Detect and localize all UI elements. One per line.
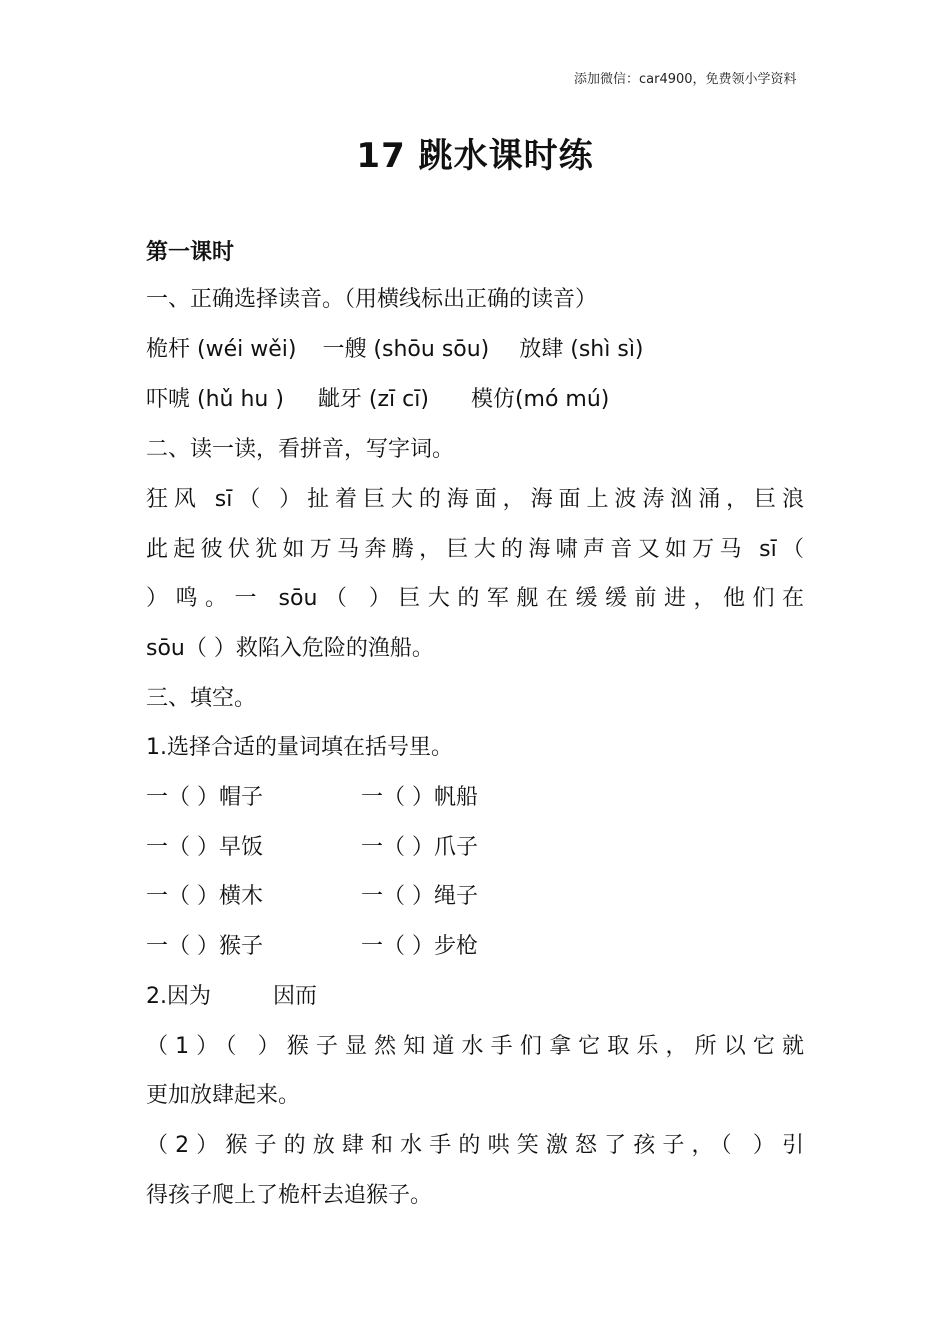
measure-item: 一（ ）爪子 <box>361 835 478 860</box>
q1-row-1 <box>146 335 644 365</box>
q2-line: 狂风 sī（ ）扯着巨大的海面，海面上波涛汹涌，巨浪 <box>146 487 804 512</box>
measure-item: 一（ ）帆船 <box>361 785 478 810</box>
header-note: 添加微信：car4900，免费领小学资料 <box>574 72 797 87</box>
q1-item: 吓唬 (hǔ hu ) <box>146 387 284 412</box>
measure-row <box>146 783 804 813</box>
q2-line: ）鸣。一 sōu（ ）巨大的军舰在缓缓前进，他们在 <box>146 586 804 611</box>
q1-item: 一艘 (shōu sōu) <box>322 337 490 362</box>
measure-item: 一（ ）绳子 <box>361 884 478 909</box>
section-title: 第一课时 <box>146 240 235 265</box>
measure-row <box>146 833 804 863</box>
q3-sub1: 1.选择合适的量词填在括号里。 <box>146 735 453 760</box>
q2-heading: 二、读一读，看拼音，写字词。 <box>146 437 455 462</box>
measure-item: 一（ ）帽子 <box>146 785 263 810</box>
q2-line: 此起彼伏犹如万马奔腾，巨大的海啸声音又如万马 sī（ <box>146 537 804 562</box>
word-option: 因而 <box>273 984 318 1009</box>
q2-line: sōu（ ）救陷入危险的渔船。 <box>146 636 434 661</box>
q1-item: 龇牙 (zī cī) <box>317 387 429 412</box>
q3-item2-line: （2）猴子的放肆和水手的哄笑激怒了孩子，（ ）引 <box>146 1133 804 1158</box>
q1-item: 桅杆 (wéi wěi) <box>146 337 297 362</box>
q1-item: 模仿(mó mú) <box>470 387 610 412</box>
q1-row-2 <box>146 385 609 415</box>
measure-item: 一（ ）步枪 <box>361 934 478 959</box>
measure-row <box>146 882 804 912</box>
q3-item2-line: 得孩子爬上了桅杆去追猴子。 <box>146 1183 433 1208</box>
page-title: 17 跳水课时练 <box>356 136 594 176</box>
q3-item1-line: 更加放肆起来。 <box>146 1083 301 1108</box>
q3-sub2 <box>146 982 317 1012</box>
q1-item: 放肆 (shì sì) <box>519 337 644 362</box>
q1-heading: 一、正确选择读音。（用横线标出正确的读音） <box>146 287 598 312</box>
measure-row <box>146 932 804 962</box>
word-option: 2.因为 <box>146 984 211 1009</box>
q3-item1-line: （1）（ ）猴子显然知道水手们拿它取乐，所以它就 <box>146 1034 804 1059</box>
q3-heading: 三、填空。 <box>146 686 257 711</box>
measure-item: 一（ ）早饭 <box>146 835 263 860</box>
measure-item: 一（ ）横木 <box>146 884 263 909</box>
measure-item: 一（ ）猴子 <box>146 934 263 959</box>
